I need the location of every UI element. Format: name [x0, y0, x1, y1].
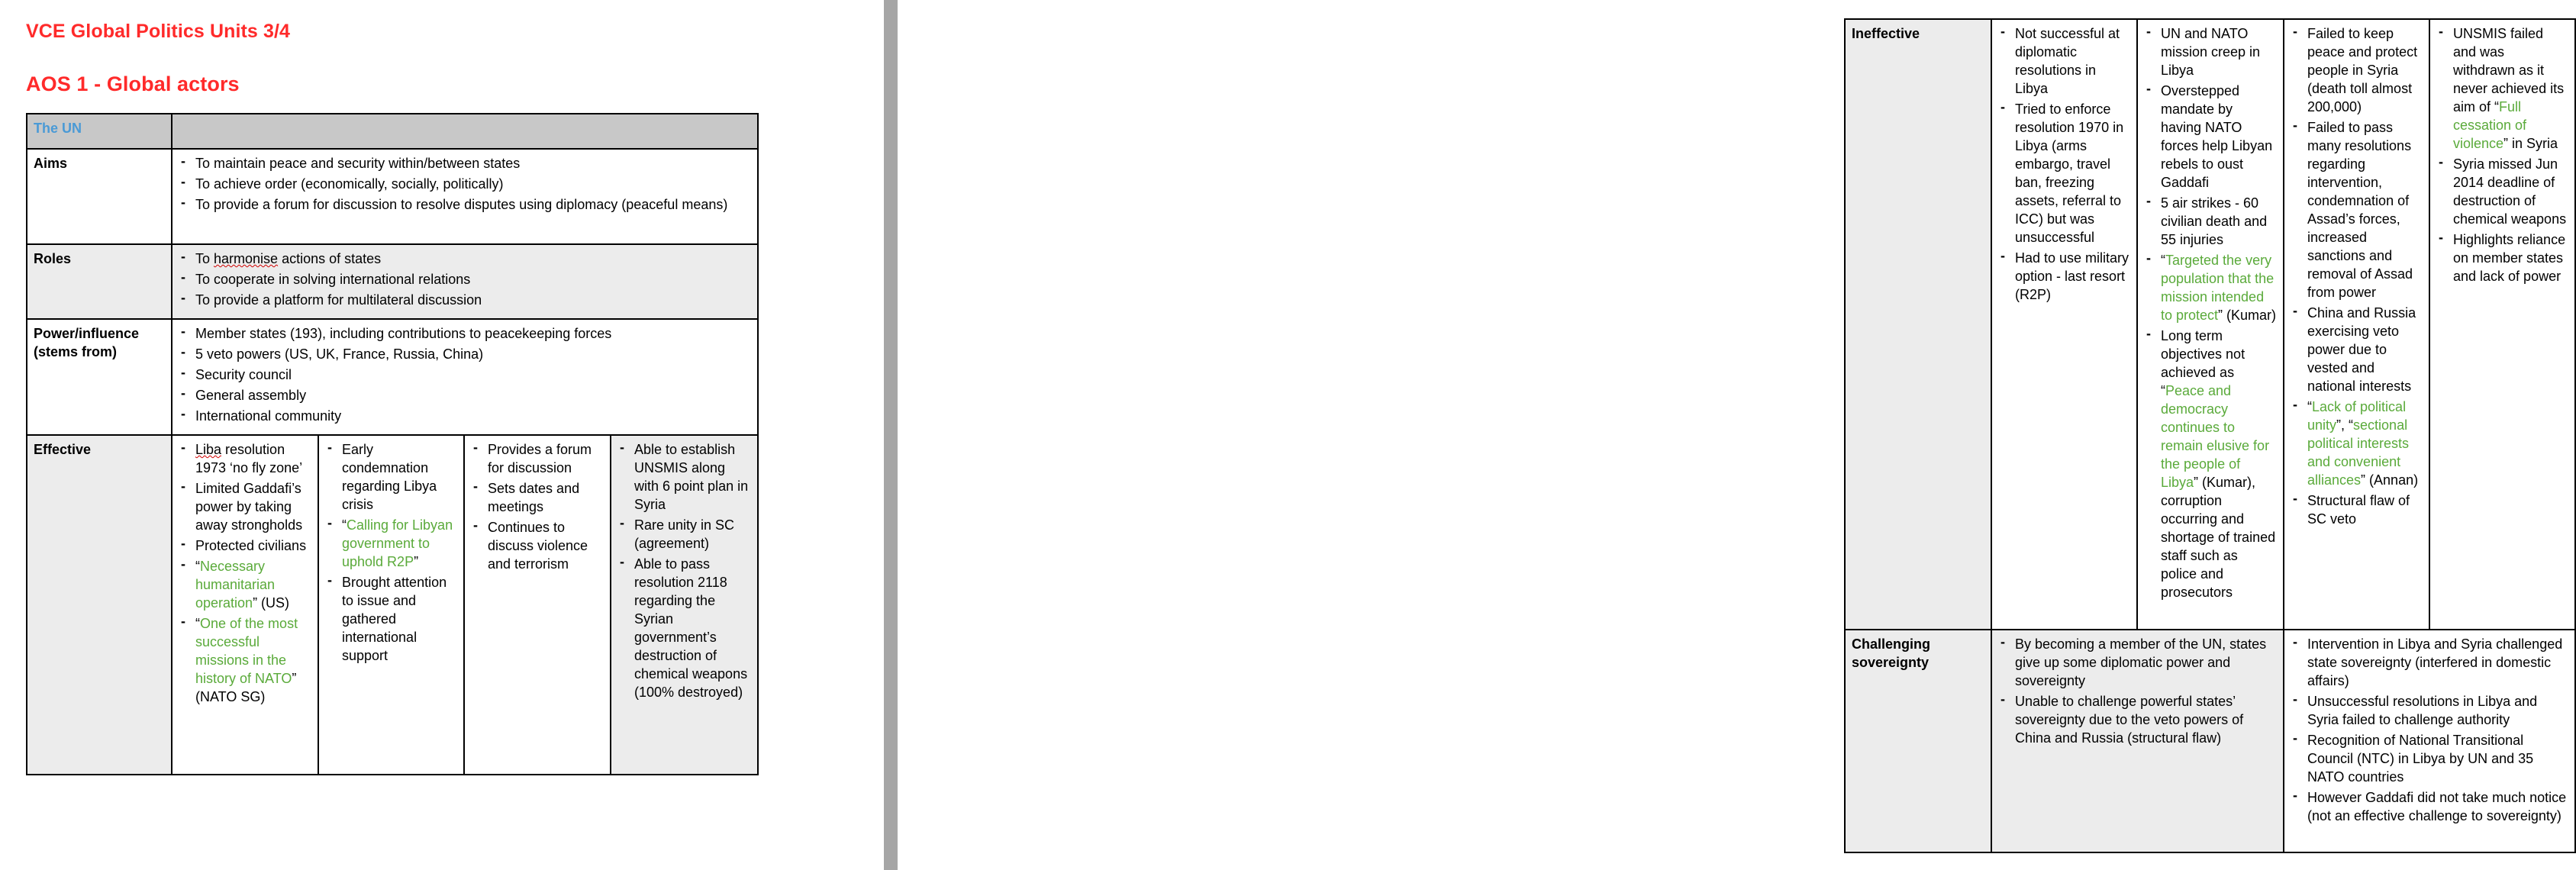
list-item: - Brought attention to issue and gathered international support: [325, 573, 457, 665]
sovereignty-right-cell: [2284, 630, 2575, 852]
ineffective-col-4: [2429, 19, 2575, 630]
list-item: - Overstepped mandate by having NATO forces help Libyan rebels to oust Gaddafi: [2144, 82, 2277, 192]
ineffective-col-3: [2284, 19, 2429, 630]
list-item: - International community: [179, 407, 751, 425]
list-item: - UN and NATO mission creep in Libya: [2144, 24, 2277, 79]
quote-text: Targeted the very population that the mission intended to protect: [2161, 253, 2275, 323]
actor-label: The UN: [34, 121, 82, 136]
list-item: - Had to use military option - last resort (R2P): [1998, 249, 2130, 304]
list-item: - Failed to keep peace and protect people in Syria (death toll almost 200,000): [2291, 24, 2423, 116]
list-item: - To maintain peace and security within/between states: [179, 154, 751, 172]
list-item: - Unsuccessful resolutions in Libya and Syria failed to challenge authority: [2291, 692, 2568, 729]
list-item: - To harmonise actions of states: [179, 250, 751, 268]
quote-text: One of the most successful missions in the history of NATO: [195, 616, 298, 686]
effective-row: [27, 435, 758, 775]
list-item: - Able to pass resolution 2118 regarding the Syrian government’s destruction of chemical weapons (100% destroyed): [617, 555, 751, 701]
list-item: - Early condemnation regarding Libya crisis: [325, 440, 457, 514]
misspelled-word: harmonise: [214, 251, 279, 266]
list-item: - Syria missed Jun 2014 deadline of destruction of chemical weapons: [2436, 155, 2568, 228]
effective-col-4: [611, 435, 758, 775]
list-item: - Not successful at diplomatic resolutions in Libya: [1998, 24, 2130, 98]
row-label-power: Power/influence (stems from): [27, 319, 172, 435]
list-item: - By becoming a member of the UN, states give up some diplomatic power and sovereignty: [1998, 635, 2277, 690]
quote-text: Calling for Libyan government to uphold R2P: [342, 517, 453, 569]
ineffective-col-1: [1991, 19, 2137, 630]
list-item: - Failed to pass many resolutions regarding intervention, condemnation of Assad’s forces, increased sanctions and removal of Assad from power: [2291, 118, 2423, 301]
ineffective-row: [1845, 19, 2575, 630]
list-item: - Intervention in Libya and Syria challenged state sovereignty (interfered in domestic affairs): [2291, 635, 2568, 690]
list-item: - To achieve order (economically, socially, politically): [179, 175, 751, 193]
list-item: - Limited Gaddafi’s power by taking away strongholds: [179, 479, 311, 534]
list-item: - “Calling for Libyan government to uphold R2P”: [325, 516, 457, 571]
aims-row: [27, 149, 758, 244]
list-item: - To provide a platform for multilateral discussion: [179, 291, 751, 309]
list-item: - UNSMIS failed and was withdrawn as it never achieved its aim of “Full cessation of violence” in Syria: [2436, 24, 2568, 153]
list-item: - Sets dates and meetings: [471, 479, 604, 516]
power-row: [27, 319, 758, 435]
quote-text: sectional political interests and convenient alliances: [2307, 417, 2410, 488]
row-label-sovereignty: Challenging sovereignty: [1845, 630, 1991, 852]
list-item: - Security council: [179, 366, 751, 384]
row-label-effective: Effective: [27, 435, 172, 775]
section-heading: AOS 1 - Global actors: [26, 72, 240, 95]
list-item: - “Targeted the very population that the mission intended to protect” (Kumar): [2144, 251, 2277, 324]
effective-col-3: [464, 435, 611, 775]
list-item: - Liba resolution 1973 ‘no fly zone’: [179, 440, 311, 477]
un-table-part-1: [26, 113, 759, 775]
ineffective-col-2: [2137, 19, 2284, 630]
list-item: - Provides a forum for discussion: [471, 440, 604, 477]
document-page-left: [0, 0, 884, 870]
quote-text: Lack of political unity: [2307, 399, 2407, 433]
list-item: - Unable to challenge powerful states’ sovereignty due to the veto powers of China and Russia (structural flaw): [1998, 692, 2277, 747]
list-item: - To provide a forum for discussion to resolve disputes using diplomacy (peaceful means): [179, 195, 751, 214]
quote-text: Necessary humanitarian operation: [195, 559, 276, 611]
roles-cell: [172, 244, 758, 319]
power-list: [179, 324, 751, 425]
list-item: - Member states (193), including contributions to peacekeeping forces: [179, 324, 751, 343]
effective-col-2: [318, 435, 464, 775]
quote-text: Full cessation of violence: [2453, 99, 2527, 151]
list-item: - Rare unity in SC (agreement): [617, 516, 751, 553]
misspelled-word: Liba: [195, 442, 222, 457]
list-item: - Able to establish UNSMIS along with 6 point plan in Syria: [617, 440, 751, 514]
roles-row: [27, 244, 758, 319]
aims-list: [179, 154, 751, 214]
actor-label-cell: [27, 114, 172, 149]
list-item: - Structural flaw of SC veto: [2291, 491, 2423, 528]
list-item: - Continues to discuss violence and terrorism: [471, 518, 604, 573]
list-item: - Long term objectives not achieved as “Peace and democracy continues to remain elusive for the people of Libya” (Kumar), corruption occurring and shortage of trained staff such as police and prosecutors: [2144, 327, 2277, 601]
list-item: - Recognition of National Transitional Council (NTC) in Libya by UN and 35 NATO countries: [2291, 731, 2568, 786]
roles-list: [179, 250, 751, 309]
power-cell: [172, 319, 758, 435]
list-item: - Tried to enforce resolution 1970 in Libya (arms embargo, travel ban, freezing assets, referral to ICC) but was unsuccessful: [1998, 100, 2130, 246]
effective-col-1: [172, 435, 318, 775]
list-item: - China and Russia exercising veto power due to vested and national interests: [2291, 304, 2423, 395]
quote-text: Peace and democracy continues to remain elusive for the people of Libya: [2161, 383, 2270, 490]
un-table-part-2: [1844, 18, 2576, 853]
document-title: VCE Global Politics Units 3/4: [26, 21, 291, 42]
list-item: - 5 veto powers (US, UK, France, Russia, China): [179, 345, 751, 363]
list-item: - 5 air strikes - 60 civilian death and 55 injuries: [2144, 194, 2277, 249]
list-item: - Highlights reliance on member states and lack of power: [2436, 230, 2568, 285]
list-item: - “Lack of political unity”, “sectional political interests and convenient alliances” (Annan): [2291, 398, 2423, 489]
header-blank-cell: [172, 114, 758, 149]
row-label-aims: Aims: [27, 149, 172, 244]
table-header-row: [27, 114, 758, 149]
list-item: - Protected civilians: [179, 536, 311, 555]
list-item: - However Gaddafi did not take much notice (not an effective challenge to sovereignty): [2291, 788, 2568, 825]
row-label-ineffective: Ineffective: [1845, 19, 1991, 630]
sovereignty-left-cell: [1991, 630, 2284, 852]
sovereignty-row: [1845, 630, 2575, 852]
list-item: - “Necessary humanitarian operation” (US): [179, 557, 311, 612]
list-item: - General assembly: [179, 386, 751, 404]
page-gutter: [884, 0, 898, 870]
document-page-right: [898, 0, 2567, 870]
list-item: - “One of the most successful missions in the history of NATO” (NATO SG): [179, 614, 311, 706]
list-item: - To cooperate in solving international relations: [179, 270, 751, 288]
aims-cell: [172, 149, 758, 244]
row-label-roles: Roles: [27, 244, 172, 319]
